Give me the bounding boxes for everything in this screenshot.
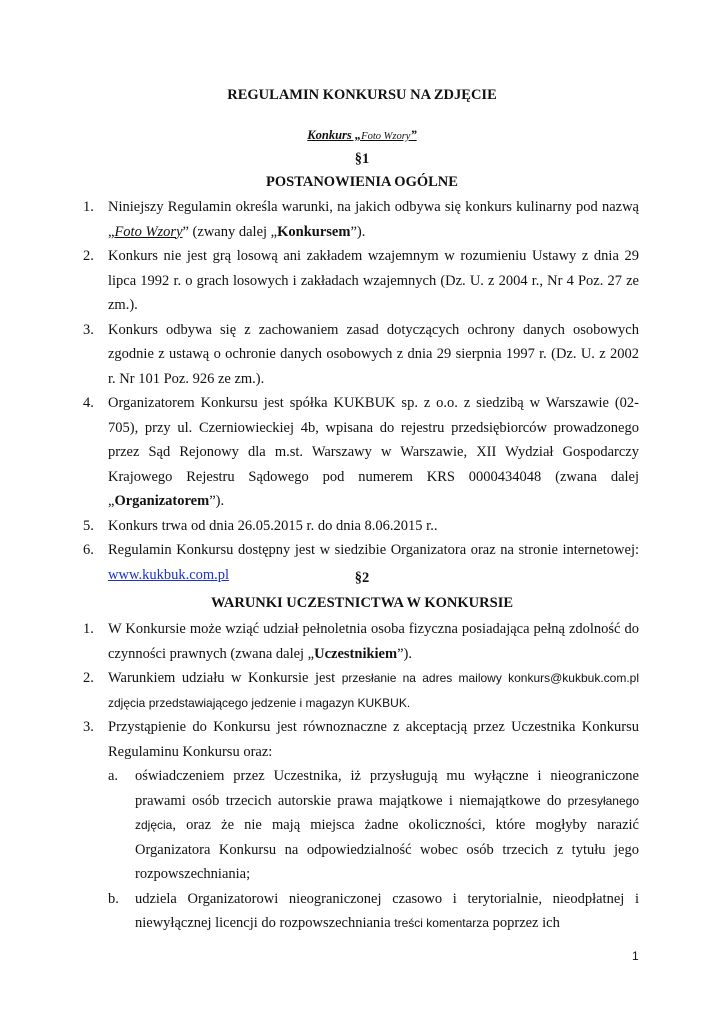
list-item: 3. Przystąpienie do Konkursu jest równoznaczne z akceptacją przez Uczestnika Konkursu Regulaminu Konkursu oraz:	[83, 719, 639, 760]
subtitle-contest-name: Foto Wzory	[361, 131, 411, 142]
section-1-paragraph-sign: §1	[354, 151, 370, 167]
list-item: 2. Warunkiem udziału w Konkursie jest przesłanie na adres mailowy konkurs@kukbuk.com.pl zdjęcia przedstawiającego jedzenie i magazyn KUKBUK.	[83, 670, 639, 710]
subtitle-prefix: Konkurs „	[307, 128, 362, 142]
section-2-heading: WARUNKI UCZESTNICTWA W KONKURSIE	[210, 595, 514, 611]
list-item: 5. Konkurs trwa od dnia 26.05.2015 r. do dnia 8.06.2015 r..	[83, 517, 438, 534]
list-item: 1. W Konkursie może wziąć udział pełnoletnia osoba fizyczna posiadająca pełną zdolność do czynności prawnych (zwana dalej „Uczestnikiem”).	[83, 621, 639, 662]
sub-list	[83, 764, 639, 936]
list-item: 6. Regulamin Konkursu dostępny jest w siedzibie Organizatora oraz na stronie internetowej: www.kukbuk.com.pl	[83, 542, 639, 583]
list-item: 2. Konkurs nie jest grą losową ani zakładem wzajemnym w rozumieniu Ustawy z dnia 29 lipca 1992 r. o grach losowych i zakładach wzajemnych (Dz. U. z 2004 r., Nr 4 Poz. 27 ze zm.).	[83, 248, 639, 313]
page-number: 1	[632, 949, 639, 963]
document-title: REGULAMIN KONKURSU NA ZDJĘCIE	[227, 87, 497, 103]
section-1-list	[83, 195, 639, 587]
section-1-heading: POSTANOWIENIA OGÓLNE	[266, 174, 458, 190]
website-link[interactable]: www.kukbuk.com.pl	[108, 566, 230, 583]
list-item: 1. Niniejszy Regulamin określa warunki, na jakich odbywa się konkurs kulinarny pod nazwą „Foto Wzory” (zwany dalej „Konkursem”).	[83, 199, 639, 240]
sub-list-item: b. udziela Organizatorowi nieograniczonej czasowo i terytorialnie, nieodpłatnej i niewyłącznej licencji do rozpowszechniania treści komentarza poprzez ich	[108, 890, 639, 931]
contest-subtitle	[0, 128, 724, 143]
section-2-paragraph-sign: §2	[354, 570, 370, 586]
sub-list-item: a. oświadczeniem przez Uczestnika, iż przysługują mu wyłączne i nieograniczone prawami osób trzecich autorskie prawa majątkowe i niemajątkowe do przesyłanego zdjęcia, oraz że nie mają miejsca żadne okoliczności, które mogłyby narazić Organizatora Konkursu na odpowiedzialność wobec osób trzecich z tytułu jego rozpowszechniania;	[108, 768, 639, 882]
subtitle-suffix: ”	[410, 128, 417, 142]
section-2-list	[83, 617, 639, 936]
list-item: 4. Organizatorem Konkursu jest spółka KUKBUK sp. z o.o. z siedzibą w Warszawie (02-705), przy ul. Czerniowieckiej 4b, wpisana do rejestru przedsiębiorców prowadzonego przez Sąd Rejonowy dla m.st. Warszawy w Warszawie, XII Wydział Gospodarczy Krajowego Rejestru Sądowego pod numerem KRS 0000434048 (zwana dalej „Organizatorem”).	[83, 395, 639, 509]
list-item: 3. Konkurs odbywa się z zachowaniem zasad dotyczących ochrony danych osobowych zgodnie z ustawą o ochronie danych osobowych z dnia 29 sierpnia 1997 r. (Dz. U. z 2002 r. Nr 101 Poz. 926 ze zm.).	[83, 321, 639, 387]
